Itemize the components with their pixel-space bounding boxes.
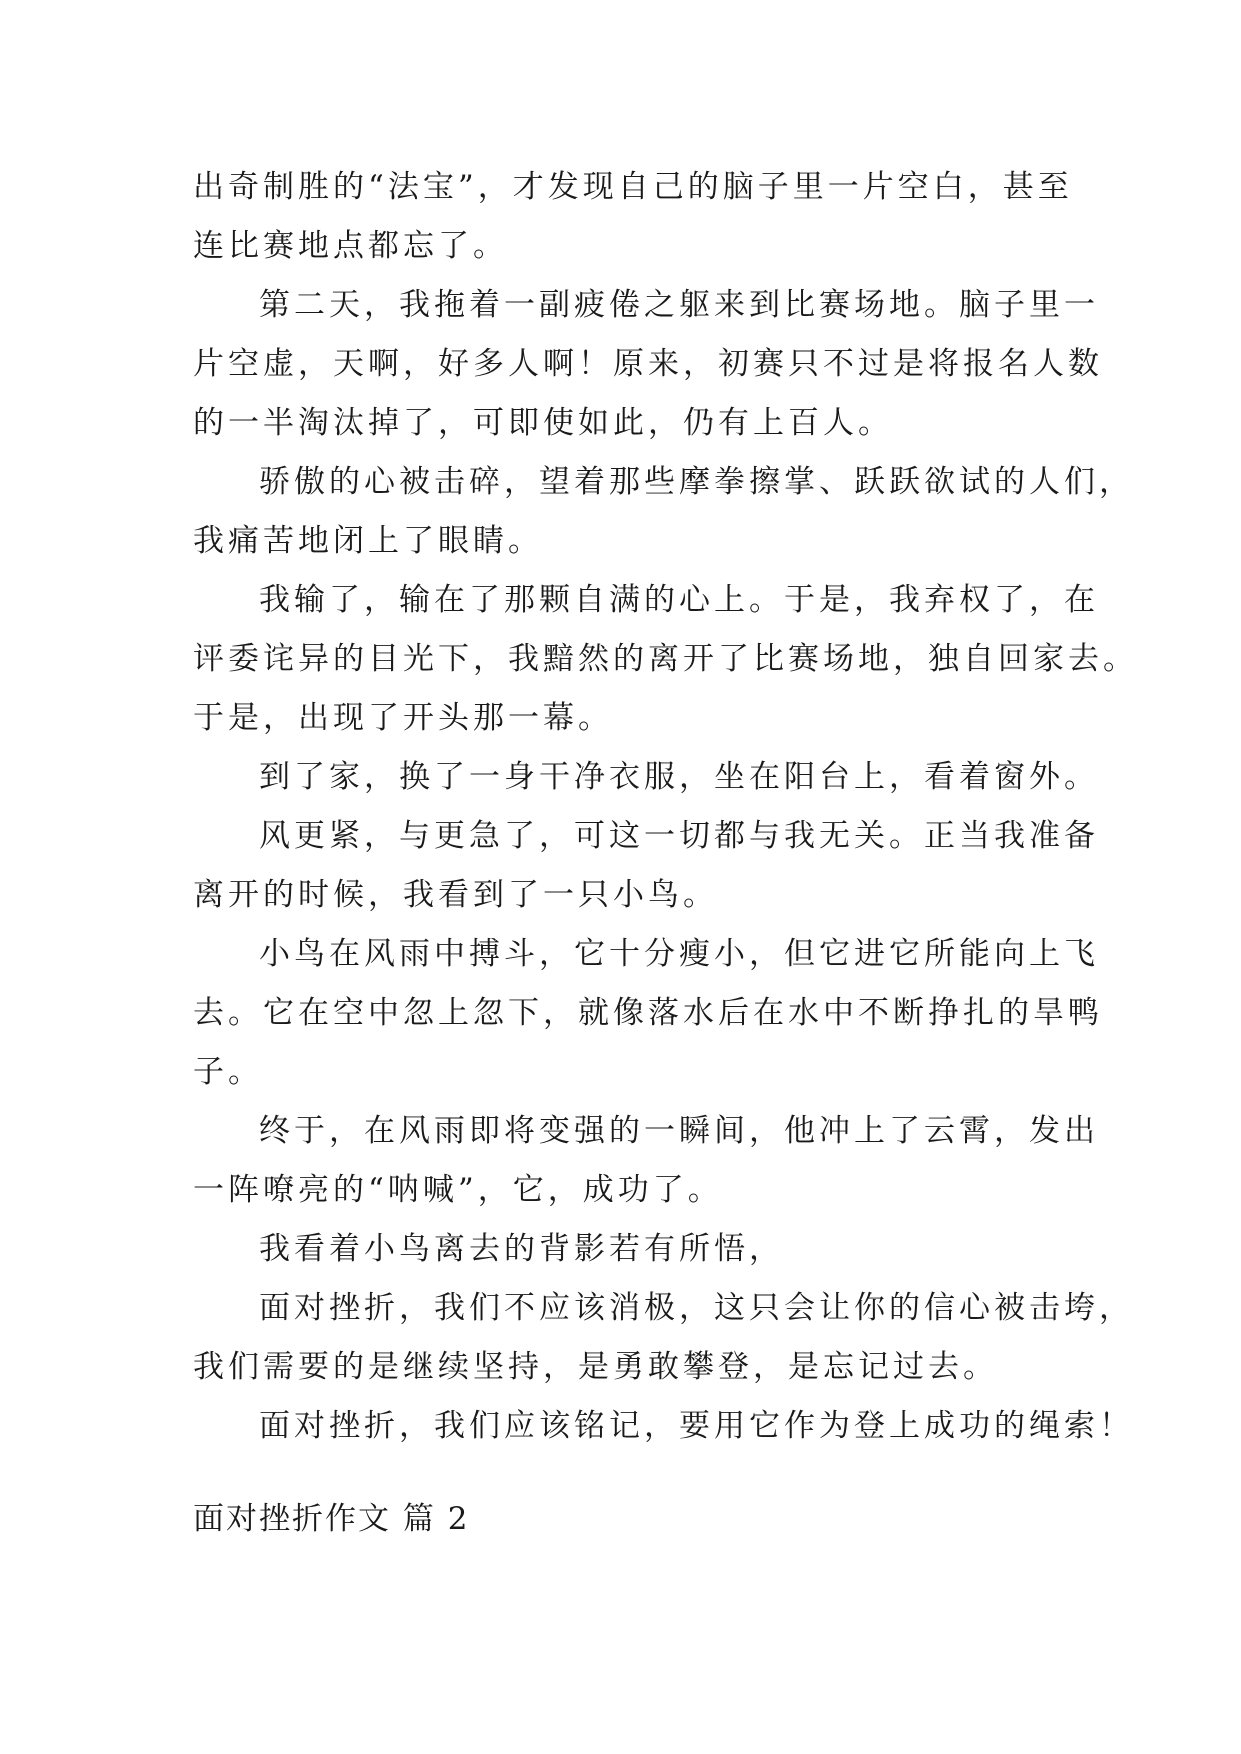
paragraph-start: 面对挫折，我们不应该消极，这只会让你的信心被击垮，	[259, 1290, 1134, 1326]
paragraph-start: 风更紧，与更急了，可这一切都与我无关。正当我准备	[259, 818, 1099, 854]
text-line: 出奇制胜的“法宝”，才发现自己的脑子里一片空白，甚至	[193, 169, 1073, 205]
document-body	[193, 158, 1138, 1456]
paragraph-start: 骄傲的心被击碎，望着那些摩拳擦掌、跃跃欲试的人们，	[259, 464, 1134, 500]
text-line: 我痛苦地闭上了眼睛。	[193, 523, 543, 559]
paragraph-start: 到了家，换了一身干净衣服，坐在阳台上，看着窗外。	[259, 759, 1099, 795]
text-line: 于是，出现了开头那一幕。	[193, 700, 613, 736]
paragraph-start: 面对挫折，我们应该铭记，要用它作为登上成功的绳索！	[259, 1408, 1134, 1444]
text-line: 一阵嘹亮的“呐喊”，它，成功了。	[193, 1172, 723, 1208]
text-line: 子。	[193, 1054, 263, 1090]
text-line: 离开的时候，我看到了一只小鸟。	[193, 877, 718, 913]
text-line: 片空虚，天啊，好多人啊！原来，初赛只不过是将报名人数	[193, 346, 1103, 382]
paragraph-start: 终于，在风雨即将变强的一瞬间，他冲上了云霄，发出	[259, 1113, 1099, 1149]
text-line: 连比赛地点都忘了。	[193, 228, 508, 264]
text-line: 去。它在空中忽上忽下，就像落水后在水中不断挣扎的旱鸭	[193, 995, 1103, 1031]
text-line: 评委诧异的目光下，我黯然的离开了比赛场地，独自回家去。	[193, 641, 1138, 677]
paragraph-start: 我输了，输在了那颗自满的心上。于是，我弃权了，在	[259, 582, 1099, 618]
paragraph-start: 第二天，我拖着一副疲倦之躯来到比赛场地。脑子里一	[259, 287, 1099, 323]
paragraph-start: 我看着小鸟离去的背影若有所悟，	[259, 1231, 784, 1267]
section-heading: 面对挫折作文 篇 2	[193, 1501, 470, 1537]
paragraph-start: 小鸟在风雨中搏斗，它十分瘦小，但它进它所能向上飞	[259, 936, 1099, 972]
text-line: 的一半淘汰掉了，可即使如此，仍有上百人。	[193, 405, 893, 441]
text-line: 我们需要的是继续坚持，是勇敢攀登，是忘记过去。	[193, 1349, 998, 1385]
